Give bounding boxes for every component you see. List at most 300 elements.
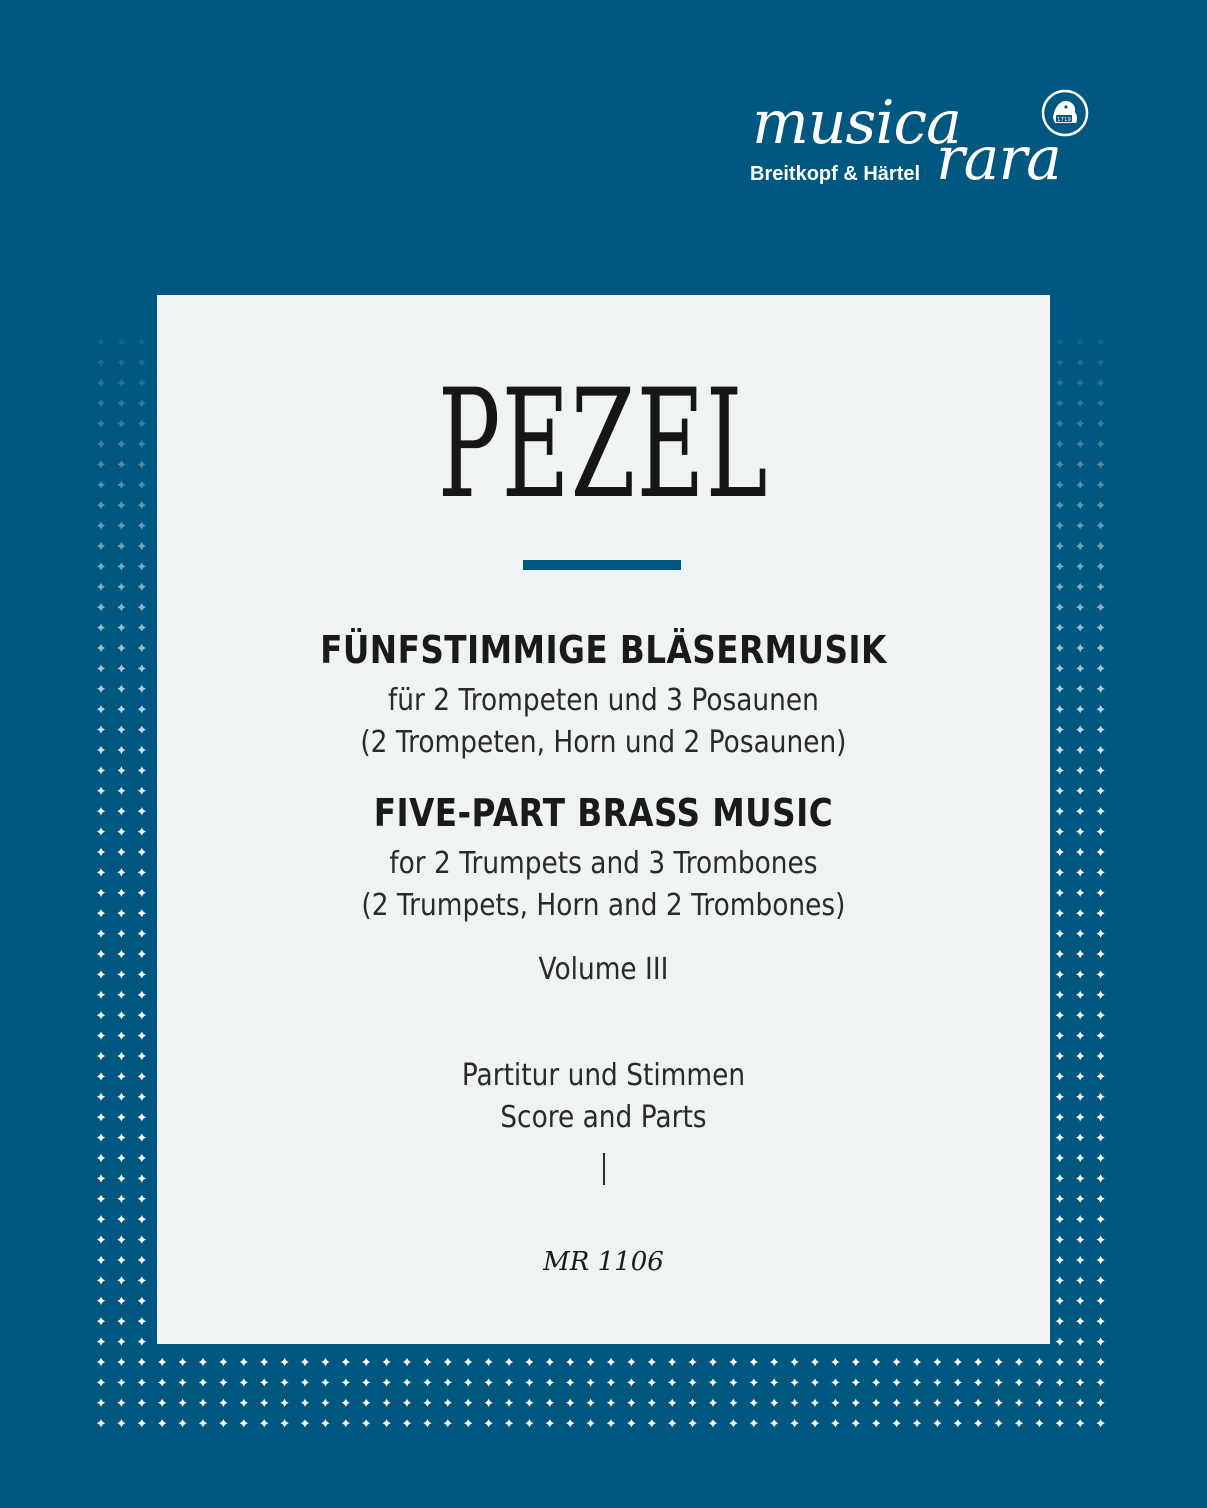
diamond-dot <box>138 848 146 856</box>
diamond-dot <box>546 1378 554 1386</box>
diamond-dot <box>1096 1419 1104 1427</box>
diamond-dot <box>240 1358 248 1366</box>
diamond-dot <box>1056 1215 1064 1223</box>
diamond-dot <box>138 440 146 448</box>
diamond-dot <box>1056 1154 1064 1162</box>
diamond-dot <box>913 1419 921 1427</box>
diamond-dot <box>790 1399 798 1407</box>
diamond-dot <box>954 1419 962 1427</box>
diamond-dot <box>1076 1317 1084 1325</box>
diamond-dot <box>811 1399 819 1407</box>
diamond-dot <box>913 1399 921 1407</box>
diamond-dot <box>750 1378 758 1386</box>
instrumentation-german: für 2 Trompeten und 3 Posaunen <box>388 683 819 718</box>
diamond-dot <box>892 1378 900 1386</box>
diamond-dot <box>117 868 125 876</box>
diamond-dot <box>607 1419 615 1427</box>
diamond-dot <box>138 787 146 795</box>
diamond-dot <box>933 1358 941 1366</box>
diamond-dot <box>852 1378 860 1386</box>
alt-instrumentation-german: (2 Trompeten, Horn und 2 Posaunen) <box>360 725 847 760</box>
diamond-dot <box>525 1358 533 1366</box>
diamond-dot <box>301 1419 309 1427</box>
diamond-dot <box>301 1358 309 1366</box>
diamond-dot <box>1056 542 1064 550</box>
diamond-dot <box>117 766 125 774</box>
diamond-dot <box>1076 399 1084 407</box>
diamond-dot <box>1056 1256 1064 1264</box>
diamond-dot <box>138 1317 146 1325</box>
diamond-dot <box>1096 725 1104 733</box>
diamond-dot <box>158 1419 166 1427</box>
diamond-dot <box>566 1358 574 1366</box>
diamond-dot <box>362 1399 370 1407</box>
diamond-dot <box>913 1378 921 1386</box>
diamond-dot <box>892 1399 900 1407</box>
diamond-dot <box>790 1419 798 1427</box>
diamond-dot <box>933 1378 941 1386</box>
diamond-dot <box>1056 603 1064 611</box>
diamond-dot <box>97 1195 105 1203</box>
diamond-dot <box>1056 848 1064 856</box>
diamond-dot <box>1096 1133 1104 1141</box>
diamond-dot <box>1056 623 1064 631</box>
diamond-dot <box>1096 889 1104 897</box>
diamond-dot <box>138 1276 146 1284</box>
diamond-dot <box>138 1235 146 1243</box>
diamond-dot <box>1076 787 1084 795</box>
diamond-dot <box>138 419 146 427</box>
diamond-dot <box>505 1358 513 1366</box>
diamond-dot <box>138 1093 146 1101</box>
diamond-dot <box>1056 1337 1064 1345</box>
diamond-dot <box>138 725 146 733</box>
diamond-dot <box>117 501 125 509</box>
diamond-dot <box>546 1419 554 1427</box>
diamond-dot <box>1076 1378 1084 1386</box>
logo-rara-text: rara <box>936 124 1061 194</box>
diamond-dot <box>1096 583 1104 591</box>
logo-publisher-name: Breitkopf & Härtel <box>750 163 921 185</box>
publisher-seal-icon <box>1040 88 1090 138</box>
diamond-dot <box>1076 1133 1084 1141</box>
diamond-dot <box>117 460 125 468</box>
volume-label: Volume III <box>538 952 669 987</box>
diamond-dot <box>1076 1072 1084 1080</box>
diamond-dot <box>1056 950 1064 958</box>
diamond-dot <box>1096 991 1104 999</box>
diamond-dot <box>97 1256 105 1264</box>
diamond-dot <box>1096 440 1104 448</box>
diamond-dot <box>97 623 105 631</box>
diamond-dot <box>301 1399 309 1407</box>
diamond-dot <box>117 970 125 978</box>
diamond-dot <box>1076 746 1084 754</box>
diamond-dot <box>97 1399 105 1407</box>
diamond-dot <box>117 725 125 733</box>
diamond-dot <box>444 1419 452 1427</box>
diamond-dot <box>586 1358 594 1366</box>
diamond-dot <box>97 1154 105 1162</box>
diamond-dot <box>138 909 146 917</box>
diamond-dot <box>1056 970 1064 978</box>
diamond-dot <box>260 1378 268 1386</box>
diamond-dot <box>811 1419 819 1427</box>
diamond-dot <box>627 1399 635 1407</box>
diamond-dot <box>117 379 125 387</box>
diamond-dot <box>1035 1419 1043 1427</box>
diamond-dot <box>1096 399 1104 407</box>
diamond-dot <box>117 338 125 346</box>
diamond-dot <box>1056 1297 1064 1305</box>
diamond-dot <box>1076 481 1084 489</box>
diamond-dot <box>362 1378 370 1386</box>
diamond-dot <box>97 1133 105 1141</box>
diamond-dot <box>403 1419 411 1427</box>
diamond-dot <box>117 1052 125 1060</box>
diamond-dot <box>1096 460 1104 468</box>
diamond-dot <box>138 827 146 835</box>
composer-name: PEZEL <box>437 358 769 532</box>
diamond-dot <box>709 1419 717 1427</box>
diamond-dot <box>158 1358 166 1366</box>
diamond-dot <box>97 1276 105 1284</box>
diamond-dot <box>1056 1133 1064 1141</box>
diamond-dot <box>1076 950 1084 958</box>
diamond-dot <box>138 1031 146 1039</box>
diamond-dot <box>1056 1093 1064 1101</box>
diamond-dot <box>1076 623 1084 631</box>
diamond-dot <box>117 481 125 489</box>
diamond-dot <box>138 1133 146 1141</box>
catalog-number: MR 1106 <box>543 1247 664 1277</box>
diamond-dot <box>525 1378 533 1386</box>
diamond-dot <box>1056 1235 1064 1243</box>
diamond-dot <box>138 705 146 713</box>
diamond-dot <box>831 1419 839 1427</box>
diamond-dot <box>954 1358 962 1366</box>
diamond-dot <box>1076 379 1084 387</box>
diamond-dot <box>607 1399 615 1407</box>
diamond-dot <box>219 1399 227 1407</box>
diamond-dot <box>974 1358 982 1366</box>
diamond-dot <box>97 1297 105 1305</box>
diamond-dot <box>138 1113 146 1121</box>
diamond-dot <box>97 1052 105 1060</box>
diamond-dot <box>97 827 105 835</box>
diamond-dot <box>1096 644 1104 652</box>
diamond-dot <box>138 929 146 937</box>
diamond-dot <box>138 1256 146 1264</box>
diamond-dot <box>607 1378 615 1386</box>
diamond-dot <box>117 399 125 407</box>
diamond-dot <box>1056 1378 1064 1386</box>
diamond-dot <box>831 1399 839 1407</box>
diamond-dot <box>423 1378 431 1386</box>
diamond-dot <box>1056 338 1064 346</box>
diamond-dot <box>117 1297 125 1305</box>
diamond-dot <box>750 1358 758 1366</box>
diamond-dot <box>403 1399 411 1407</box>
diamond-dot <box>178 1378 186 1386</box>
diamond-dot <box>484 1419 492 1427</box>
svg-text:1719: 1719 <box>1057 117 1071 123</box>
diamond-dot <box>97 1113 105 1121</box>
diamond-dot <box>1076 1174 1084 1182</box>
diamond-dot <box>1076 1419 1084 1427</box>
diamond-dot <box>97 1031 105 1039</box>
diamond-dot <box>1096 1317 1104 1325</box>
diamond-dot <box>117 1419 125 1427</box>
diamond-dot <box>382 1358 390 1366</box>
logo-musica-text: musica <box>752 88 961 158</box>
diamond-dot <box>1056 358 1064 366</box>
diamond-dot <box>1096 1378 1104 1386</box>
diamond-dot <box>199 1358 207 1366</box>
diamond-dot <box>790 1378 798 1386</box>
diamond-dot <box>1076 1052 1084 1060</box>
diamond-dot <box>1096 1093 1104 1101</box>
diamond-dot <box>138 460 146 468</box>
diamond-dot <box>688 1358 696 1366</box>
diamond-dot <box>729 1419 737 1427</box>
diamond-dot <box>138 868 146 876</box>
diamond-dot <box>505 1399 513 1407</box>
diamond-dot <box>811 1378 819 1386</box>
diamond-dot <box>138 766 146 774</box>
diamond-dot <box>138 1072 146 1080</box>
diamond-dot <box>872 1378 880 1386</box>
diamond-dot <box>97 787 105 795</box>
diamond-dot <box>178 1399 186 1407</box>
diamond-dot <box>138 501 146 509</box>
diamond-dot <box>994 1378 1002 1386</box>
diamond-dot <box>117 1133 125 1141</box>
diamond-dot <box>1035 1358 1043 1366</box>
accent-rule <box>523 560 681 570</box>
diamond-dot <box>750 1419 758 1427</box>
edition-type-german: Partitur und Stimmen <box>461 1058 746 1093</box>
diamond-dot <box>117 644 125 652</box>
diamond-dot <box>138 1399 146 1407</box>
diamond-dot <box>1035 1378 1043 1386</box>
diamond-dot <box>1056 685 1064 693</box>
diamond-dot <box>1076 1297 1084 1305</box>
diamond-dot <box>1076 766 1084 774</box>
diamond-dot <box>1096 787 1104 795</box>
diamond-dot <box>97 603 105 611</box>
diamond-dot <box>1056 562 1064 570</box>
diamond-dot <box>1056 766 1064 774</box>
diamond-dot <box>97 664 105 672</box>
diamond-dot <box>97 644 105 652</box>
diamond-dot <box>138 623 146 631</box>
diamond-dot <box>1056 460 1064 468</box>
diamond-dot <box>97 1072 105 1080</box>
diamond-dot <box>484 1378 492 1386</box>
diamond-dot <box>117 440 125 448</box>
diamond-dot <box>1076 1337 1084 1345</box>
diamond-dot <box>280 1419 288 1427</box>
diamond-dot <box>301 1378 309 1386</box>
diamond-dot <box>117 562 125 570</box>
diamond-dot <box>97 358 105 366</box>
diamond-dot <box>484 1399 492 1407</box>
diamond-dot <box>97 481 105 489</box>
diamond-dot <box>1096 1031 1104 1039</box>
diamond-dot <box>117 358 125 366</box>
diamond-dot <box>117 1378 125 1386</box>
diamond-dot <box>1096 929 1104 937</box>
diamond-dot <box>1056 1174 1064 1182</box>
diamond-dot <box>117 583 125 591</box>
diamond-dot <box>1056 929 1064 937</box>
diamond-dot <box>97 929 105 937</box>
diamond-dot <box>382 1419 390 1427</box>
diamond-dot <box>1096 1297 1104 1305</box>
diamond-dot <box>97 909 105 917</box>
diamond-dot <box>1056 1419 1064 1427</box>
diamond-dot <box>464 1419 472 1427</box>
diamond-dot <box>994 1358 1002 1366</box>
diamond-dot <box>586 1419 594 1427</box>
diamond-dot <box>1015 1358 1023 1366</box>
diamond-dot <box>97 1235 105 1243</box>
diamond-dot <box>1056 868 1064 876</box>
title-english: FIVE-PART BRASS MUSIC <box>373 791 834 835</box>
diamond-dot <box>1076 909 1084 917</box>
diamond-dot <box>138 583 146 591</box>
vertical-divider <box>603 1153 605 1185</box>
diamond-dot <box>138 1052 146 1060</box>
diamond-dot <box>994 1419 1002 1427</box>
diamond-dot <box>117 1317 125 1325</box>
diamond-dot <box>852 1399 860 1407</box>
diamond-dot <box>1056 379 1064 387</box>
diamond-dot <box>117 1337 125 1345</box>
diamond-dot <box>546 1358 554 1366</box>
diamond-dot <box>260 1419 268 1427</box>
diamond-dot <box>1076 991 1084 999</box>
diamond-dot <box>831 1378 839 1386</box>
diamond-dot <box>1076 1256 1084 1264</box>
diamond-dot <box>954 1378 962 1386</box>
diamond-dot <box>97 501 105 509</box>
diamond-dot <box>117 746 125 754</box>
diamond-dot <box>464 1358 472 1366</box>
diamond-dot <box>648 1358 656 1366</box>
diamond-dot <box>464 1399 472 1407</box>
diamond-dot <box>1076 664 1084 672</box>
diamond-dot <box>974 1419 982 1427</box>
diamond-dot <box>97 889 105 897</box>
diamond-dot <box>525 1399 533 1407</box>
diamond-dot <box>1056 807 1064 815</box>
diamond-dot <box>117 1399 125 1407</box>
diamond-dot <box>97 338 105 346</box>
diamond-dot <box>1076 705 1084 713</box>
diamond-dot <box>240 1399 248 1407</box>
diamond-dot <box>117 909 125 917</box>
diamond-dot <box>872 1399 880 1407</box>
diamond-dot <box>1076 603 1084 611</box>
diamond-dot <box>892 1358 900 1366</box>
diamond-dot <box>117 1358 125 1366</box>
diamond-dot <box>138 1337 146 1345</box>
diamond-dot <box>1076 460 1084 468</box>
diamond-dot <box>1076 1358 1084 1366</box>
diamond-dot <box>688 1378 696 1386</box>
diamond-dot <box>97 868 105 876</box>
diamond-dot <box>117 419 125 427</box>
diamond-dot <box>342 1399 350 1407</box>
diamond-dot <box>627 1419 635 1427</box>
diamond-dot <box>97 1337 105 1345</box>
diamond-dot <box>1076 1195 1084 1203</box>
diamond-dot <box>97 685 105 693</box>
diamond-dot <box>1056 1052 1064 1060</box>
diamond-dot <box>1096 868 1104 876</box>
diamond-dot <box>117 807 125 815</box>
diamond-dot <box>933 1399 941 1407</box>
diamond-dot <box>117 1215 125 1223</box>
diamond-dot <box>1056 644 1064 652</box>
diamond-dot <box>138 481 146 489</box>
diamond-dot <box>138 970 146 978</box>
diamond-dot <box>1056 787 1064 795</box>
diamond-dot <box>138 399 146 407</box>
diamond-dot <box>97 950 105 958</box>
diamond-dot <box>199 1378 207 1386</box>
diamond-dot <box>1056 1358 1064 1366</box>
diamond-dot <box>709 1399 717 1407</box>
diamond-dot <box>1096 1215 1104 1223</box>
diamond-dot <box>138 521 146 529</box>
diamond-dot <box>1096 827 1104 835</box>
diamond-dot <box>403 1358 411 1366</box>
diamond-dot <box>117 950 125 958</box>
diamond-dot <box>1076 807 1084 815</box>
diamond-dot <box>770 1358 778 1366</box>
diamond-dot <box>709 1358 717 1366</box>
publisher-logo <box>748 88 1098 198</box>
diamond-dot <box>138 644 146 652</box>
diamond-dot <box>1056 501 1064 509</box>
diamond-dot <box>1096 338 1104 346</box>
diamond-dot <box>97 542 105 550</box>
diamond-dot <box>117 1113 125 1121</box>
diamond-dot <box>97 440 105 448</box>
diamond-dot <box>1056 1317 1064 1325</box>
diamond-dot <box>729 1358 737 1366</box>
diamond-dot <box>1015 1378 1023 1386</box>
diamond-dot <box>1096 623 1104 631</box>
diamond-dot <box>97 419 105 427</box>
diamond-dot <box>138 603 146 611</box>
diamond-dot <box>1056 991 1064 999</box>
diamond-dot <box>648 1378 656 1386</box>
diamond-dot <box>627 1378 635 1386</box>
diamond-dot <box>648 1419 656 1427</box>
diamond-dot <box>117 1031 125 1039</box>
diamond-dot <box>1076 1276 1084 1284</box>
diamond-dot <box>1056 521 1064 529</box>
diamond-dot <box>750 1399 758 1407</box>
diamond-dot <box>117 1276 125 1284</box>
diamond-dot <box>97 848 105 856</box>
diamond-dot <box>117 787 125 795</box>
diamond-dot <box>1096 1011 1104 1019</box>
